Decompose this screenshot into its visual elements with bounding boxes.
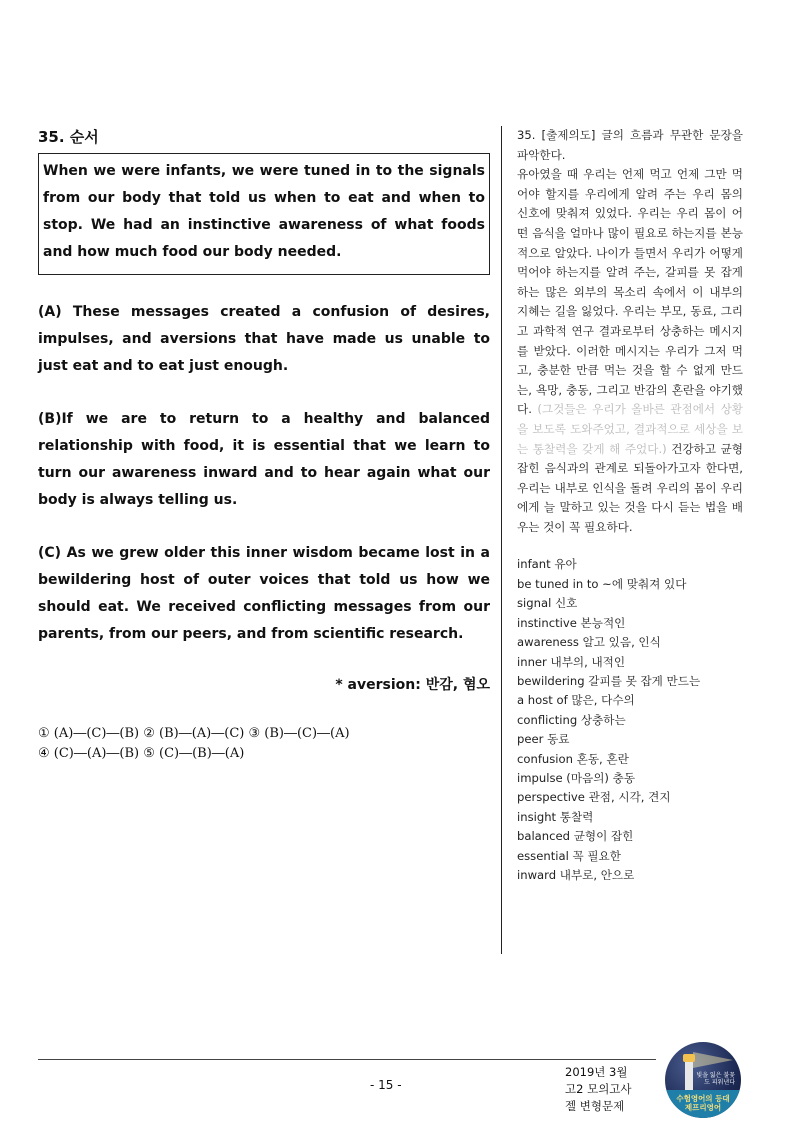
exam-type: 젤 변형문제 [565, 1099, 625, 1113]
column-divider [501, 126, 502, 954]
vocab-item: bewildering 갈피를 못 잡게 만드는 [517, 673, 701, 688]
explanation-text [517, 126, 743, 537]
choices-line-2: ④ (C)―(A)―(B) ⑤ (C)―(B)―(A) [38, 746, 245, 761]
page-number: - 15 - [370, 1078, 402, 1092]
answer-choices [38, 724, 490, 764]
vocab-item: awareness 알고 있음, 인식 [517, 635, 661, 650]
paragraph-b: (B)If we are to return to a healthy and balanced relationship with food, it is essential that we learn to turn our awareness inward and to hear again what our body is always telling us. [38, 411, 490, 508]
explanation-end: 건강하고 균형 잡힌 음식과의 관계로 되돌아가고자 한다면, 우리는 내부로 인식을 돌려 우리의 몸이 우리에게 늘 말하고 있는 것을 다시 듣는 법을 배우는 것이 꼭 필요하다. [517, 441, 743, 534]
vocab-item: inner 내부의, 내적인 [517, 654, 626, 669]
choices-line-1: ① (A)―(C)―(B) ② (B)―(A)―(C) ③ (B)―(C)―(A) [38, 726, 350, 741]
exam-info [565, 1064, 632, 1115]
vocab-item: peer 동료 [517, 732, 570, 747]
vocab-item: insight 통찰력 [517, 809, 594, 824]
vocab-item: balanced 균형이 잡힌 [517, 829, 634, 844]
explanation-faded-sentence: (그것들은 우리가 올바른 관점에서 상황을 보도록 도와주었고, 결과적으로 세상을 보는 통찰력을 갖게 해 주었다.) [517, 402, 743, 456]
logo-brand-line-1: 수험영어의 등대 [676, 1094, 730, 1103]
lighthouse-lamp-icon [683, 1054, 695, 1062]
exam-grade: 고2 모의고사 [565, 1082, 632, 1096]
vocab-item: be tuned in to ~에 맞춰져 있다 [517, 576, 687, 591]
lighthouse-icon [685, 1060, 693, 1090]
question-column [38, 126, 490, 764]
vocab-item: essential 꼭 필요한 [517, 848, 621, 863]
vocab-item: inward 내부로, 안으로 [517, 867, 635, 882]
given-passage-box: When we were infants, we were tuned in to the signals from our body that told us when to eat and when to stop. We had an instinctive awareness of what foods and how much food our body needed. [38, 153, 490, 275]
vocab-item: instinctive 본능적인 [517, 615, 626, 630]
footer-rule [38, 1059, 656, 1060]
lighthouse-logo [665, 1042, 741, 1118]
explanation-column [517, 126, 743, 885]
explanation-body: 유아였을 때 우리는 언제 먹고 언제 그만 먹어야 할지를 우리에게 알려 주는 우리 몸의 신호에 맞춰져 있었다. 우리는 우리 몸이 어떤 음식을 얼마나 많이 필요로 하는지를 본능적으로 알았다. 나이가 들면서 우리가 어떻게 먹어야 하는지를 알려 주는, 갈피를 못 잡게 하는 많은 외부의 목소리 속에서 이 내부의 지혜는 길을 잃었다. 우리는 부모, 동료, 그리고 과학적 연구 결과로부터 상충하는 메시지를 받았다. 이러한 메시지는 우리가 그저 먹고, 충분한 만큼 먹는 것을 할 수 없게 만드는, 욕망, 충동, 그리고 반감의 혼란을 야기했다. [517, 167, 743, 417]
logo-beam [693, 1052, 733, 1068]
question-title: 35. 순서 [38, 128, 99, 146]
vocab-item: signal 신호 [517, 596, 578, 611]
vocab-item: conflicting 상충하는 [517, 712, 626, 727]
vocab-item: infant 유아 [517, 557, 577, 572]
logo-tagline: 빛을 잃은 불꽃도 피워낸다 [696, 1072, 735, 1086]
logo-brand-line-2: 제프리영어 [684, 1103, 722, 1112]
exam-date: 2019년 3월 [565, 1065, 628, 1079]
explanation-intro: 35. [출제의도] 글의 흐름과 무관한 문장을 파악한다. [517, 128, 743, 162]
vocab-item: impulse (마음의) 충동 [517, 770, 636, 785]
vocab-item: a host of 많은, 다수의 [517, 693, 635, 708]
paragraph-c: (C) As we grew older this inner wisdom became lost in a bewildering host of outer voices that told us how we should eat. We received conflicting messages from our parents, from our peers, and from scientific research. [38, 545, 490, 642]
paragraph-a: (A) These messages created a confusion of desires, impulses, and aversions that have made us unable to just eat and to eat just enough. [38, 304, 490, 374]
logo-brand [665, 1094, 741, 1112]
vocabulary-list [517, 555, 743, 885]
vocab-item: perspective 관점, 시각, 견지 [517, 790, 671, 805]
vocab-item: confusion 혼동, 혼란 [517, 751, 629, 766]
footnote: * aversion: 반감, 혐오 [335, 677, 490, 693]
